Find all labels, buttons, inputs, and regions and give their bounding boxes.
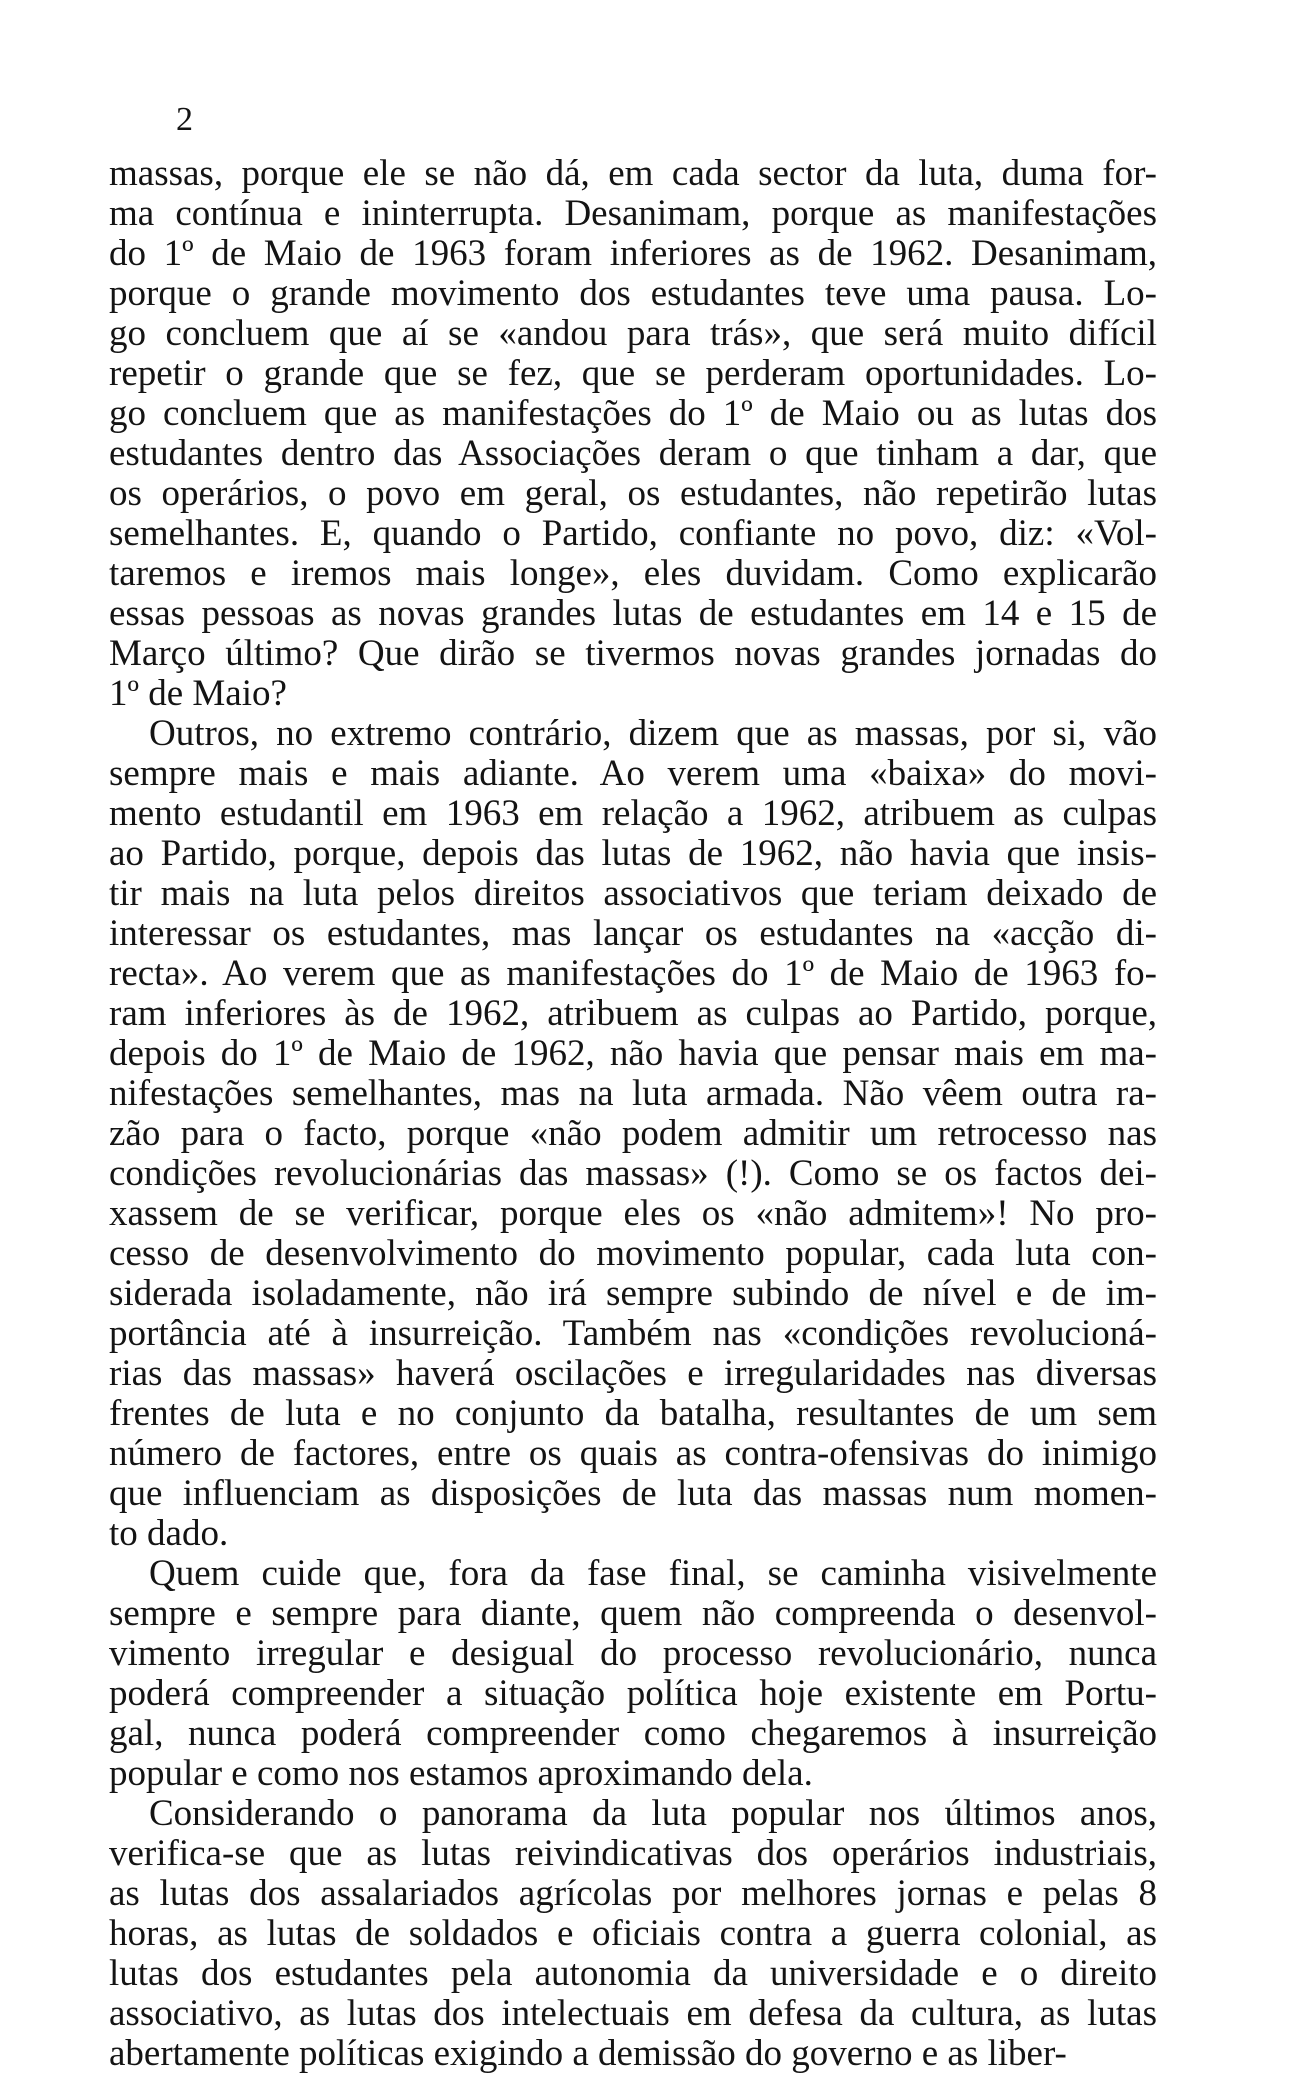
text-line: cesso de desenvolvimento do movimento popular, cada luta con- <box>109 1234 1157 1274</box>
text-line: go concluem que as manifestações do 1º de Maio ou as lutas dos <box>109 394 1157 434</box>
text-line: as lutas dos assalariados agrícolas por melhores jornas e pelas 8 <box>109 1874 1157 1914</box>
text-line: go concluem que aí se «andou para trás», que será muito difícil <box>109 314 1157 354</box>
text-line: 1º de Maio? <box>109 674 287 714</box>
text-line: ma contínua e ininterrupta. Desanimam, porque as manifestações <box>109 194 1157 234</box>
text-line: frentes de luta e no conjunto da batalha, resultantes de um sem <box>109 1394 1157 1434</box>
text-line: Outros, no extremo contrário, dizem que as massas, por si, vão <box>149 714 1157 754</box>
text-line: massas, porque ele se não dá, em cada sector da luta, duma for- <box>109 154 1157 194</box>
text-line: vimento irregular e desigual do processo revolucionário, nunca <box>109 1634 1157 1674</box>
paragraph <box>109 714 1157 1554</box>
text-line: gal, nunca poderá compreender como chegaremos à insurreição <box>109 1714 1157 1754</box>
text-line: sempre mais e mais adiante. Ao verem uma «baixa» do movi- <box>109 754 1157 794</box>
text-line: Março último? Que dirão se tivermos novas grandes jornadas do <box>109 634 1157 674</box>
text-line: Considerando o panorama da luta popular nos últimos anos, <box>149 1794 1157 1834</box>
paragraph <box>109 1554 1157 1794</box>
text-line: sempre e sempre para diante, quem não compreenda o desenvol- <box>109 1594 1157 1634</box>
text-line: popular e como nos estamos aproximando dela. <box>109 1754 813 1794</box>
text-line: recta». Ao verem que as manifestações do 1º de Maio de 1963 fo- <box>109 954 1157 994</box>
text-line: portância até à insurreição. Também nas «condições revolucioná- <box>109 1314 1157 1354</box>
text-line: porque o grande movimento dos estudantes teve uma pausa. Lo- <box>109 274 1157 314</box>
text-line: ram inferiores às de 1962, atribuem as culpas ao Partido, porque, <box>109 994 1157 1034</box>
text-line: tir mais na luta pelos direitos associativos que teriam deixado de <box>109 874 1157 914</box>
text-line: rias das massas» haverá oscilações e irregularidades nas diversas <box>109 1354 1157 1394</box>
text-line: número de factores, entre os quais as contra-ofensivas do inimigo <box>109 1434 1157 1474</box>
text-line: semelhantes. E, quando o Partido, confiante no povo, diz: «Vol- <box>109 514 1157 554</box>
text-line: xassem de se verificar, porque eles os «não admitem»! No pro- <box>109 1194 1157 1234</box>
text-line: siderada isoladamente, não irá sempre subindo de nível e de im- <box>109 1274 1157 1314</box>
text-line: repetir o grande que se fez, que se perderam oportunidades. Lo- <box>109 354 1157 394</box>
text-line: Quem cuide que, fora da fase final, se caminha visivelmente <box>149 1554 1157 1594</box>
text-line: que influenciam as disposições de luta das massas num momen- <box>109 1474 1157 1514</box>
text-line: nifestações semelhantes, mas na luta armada. Não vêem outra ra- <box>109 1074 1157 1114</box>
text-line: zão para o facto, porque «não podem admitir um retrocesso nas <box>109 1114 1157 1154</box>
paragraph <box>109 154 1157 714</box>
text-line: depois do 1º de Maio de 1962, não havia que pensar mais em ma- <box>109 1034 1157 1074</box>
text-line: poderá compreender a situação política hoje existente em Portu- <box>109 1674 1157 1714</box>
text-line: lutas dos estudantes pela autonomia da universidade e o direito <box>109 1954 1157 1994</box>
text-line: do 1º de Maio de 1963 foram inferiores as de 1962. Desanimam, <box>109 234 1157 274</box>
body-text <box>109 154 1157 2074</box>
text-line: estudantes dentro das Associações deram o que tinham a dar, que <box>109 434 1157 474</box>
text-line: mento estudantil em 1963 em relação a 1962, atribuem as culpas <box>109 794 1157 834</box>
text-line: os operários, o povo em geral, os estudantes, não repetirão lutas <box>109 474 1157 514</box>
text-line: associativo, as lutas dos intelectuais em defesa da cultura, as lutas <box>109 1994 1157 2034</box>
paragraph <box>109 1794 1157 2074</box>
text-line: taremos e iremos mais longe», eles duvidam. Como explicarão <box>109 554 1157 594</box>
text-line: essas pessoas as novas grandes lutas de estudantes em 14 e 15 de <box>109 594 1157 634</box>
text-line: abertamente políticas exigindo a demissão do governo e as liber- <box>109 2034 1067 2074</box>
text-line: interessar os estudantes, mas lançar os estudantes na «acção di- <box>109 914 1157 954</box>
text-line: horas, as lutas de soldados e oficiais contra a guerra colonial, as <box>109 1914 1157 1954</box>
page-number: 2 <box>176 101 193 138</box>
text-line: verifica-se que as lutas reivindicativas dos operários industriais, <box>109 1834 1157 1874</box>
text-line: to dado. <box>109 1514 229 1554</box>
text-line: ao Partido, porque, depois das lutas de 1962, não havia que insis- <box>109 834 1157 874</box>
text-line: condições revolucionárias das massas» (!). Como se os factos dei- <box>109 1154 1157 1194</box>
